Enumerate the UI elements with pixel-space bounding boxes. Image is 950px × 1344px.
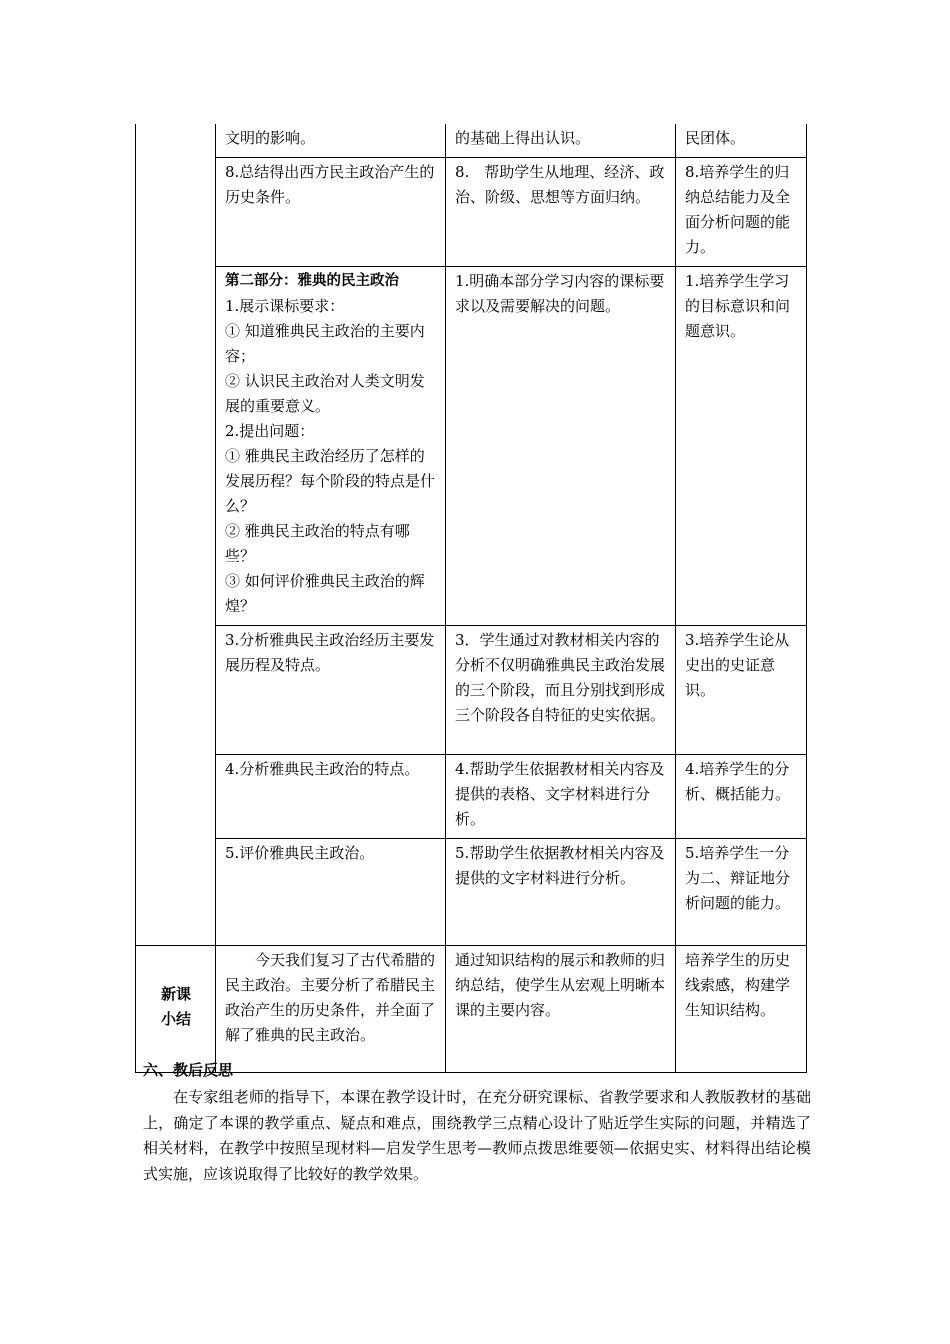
table-row [136,755,807,839]
method-cell: 8. 帮助学生从地理、经济、政治、阶级、思想等方面归纳。 [446,158,676,267]
lesson-plan-table [135,124,807,1073]
goal-cell: 8.培养学生的归纳总结能力及全面分析问题的能力。 [676,158,807,267]
goal-cell: 4.培养学生的分析、概括能力。 [676,755,807,839]
content-cell: 文明的影响。 [216,124,446,158]
method-cell: 的基础上得出认识。 [446,124,676,158]
summary-content-cell: 今天我们复习了古代希腊的民主政治。主要分析了希腊民主政治产生的历史条件，并全面了解了雅典的民主政治。 [216,946,446,1073]
method-cell: 4.帮助学生依据教材相关内容及提供的表格、文字材料进行分析。 [446,755,676,839]
goal-cell: 3.培养学生论从史出的史证意识。 [676,626,807,755]
reflection-paragraph: 在专家组老师的指导下，本课在教学设计时，在充分研究课标、省教学要求和人教版教材的基础上，确定了本课的教学重点、疑点和难点，围绕教学三点精心设计了贴近学生实际的问题，并精选了相关材料，在教学中按照呈现材料—启发学生思考—教师点拨思维要领—依据史实、材料得出结论模式实施，应该说取得了比较好的教学效果。 [143,1088,811,1183]
table-row [136,267,807,626]
content-cell: 3.分析雅典民主政治经历主要发展历程及特点。 [216,626,446,755]
method-cell: 1.明确本部分学习内容的课标要求以及需要解决的问题。 [446,267,676,626]
method-cell: 3．学生通过对教材相关内容的分析不仅明确雅典民主政治发展的三个阶段，而且分别找到形成三个阶段各自特征的史实依据。 [446,626,676,755]
section-heading: 第二部分：雅典的民主政治 [225,273,399,289]
content-cell: 第二部分：雅典的民主政治 1.展示课标要求： ① 知道雅典民主政治的主要内容； ② 认识民主政治对人类文明发展的重要意义。 2.提出问题： ① 雅典民主政治经历了怎样的发展历程？每个阶段的特点是什么？ ② 雅典民主政治的特点有哪些？ ③ 如何评价雅典民主政治的辉煌？ [216,267,446,626]
summary-row [136,946,807,1073]
goal-cell: 1.培养学生学习的目标意识和问题意识。 [676,267,807,626]
summary-label: 新课 小结 [136,946,216,1073]
goal-cell: 5.培养学生一分为二、辩证地分析问题的能力。 [676,839,807,946]
table-row [136,158,807,267]
stage-label-cell [136,124,216,946]
table-row [136,839,807,946]
content-cell: 5.评价雅典民主政治。 [216,839,446,946]
summary-goal-cell: 培养学生的历史线索感，构建学生知识结构。 [676,946,807,1073]
table-row [136,124,807,158]
content-cell: 8.总结得出西方民主政治产生的历史条件。 [216,158,446,267]
reflection-title: 六、教后反思 [143,1061,234,1079]
method-cell: 5.帮助学生依据教材相关内容及提供的文字材料进行分析。 [446,839,676,946]
table-row [136,626,807,755]
goal-cell: 民团体。 [676,124,807,158]
summary-method-cell: 通过知识结构的展示和教师的归纳总结，使学生从宏观上明晰本课的主要内容。 [446,946,676,1073]
content-cell: 4.分析雅典民主政治的特点。 [216,755,446,839]
